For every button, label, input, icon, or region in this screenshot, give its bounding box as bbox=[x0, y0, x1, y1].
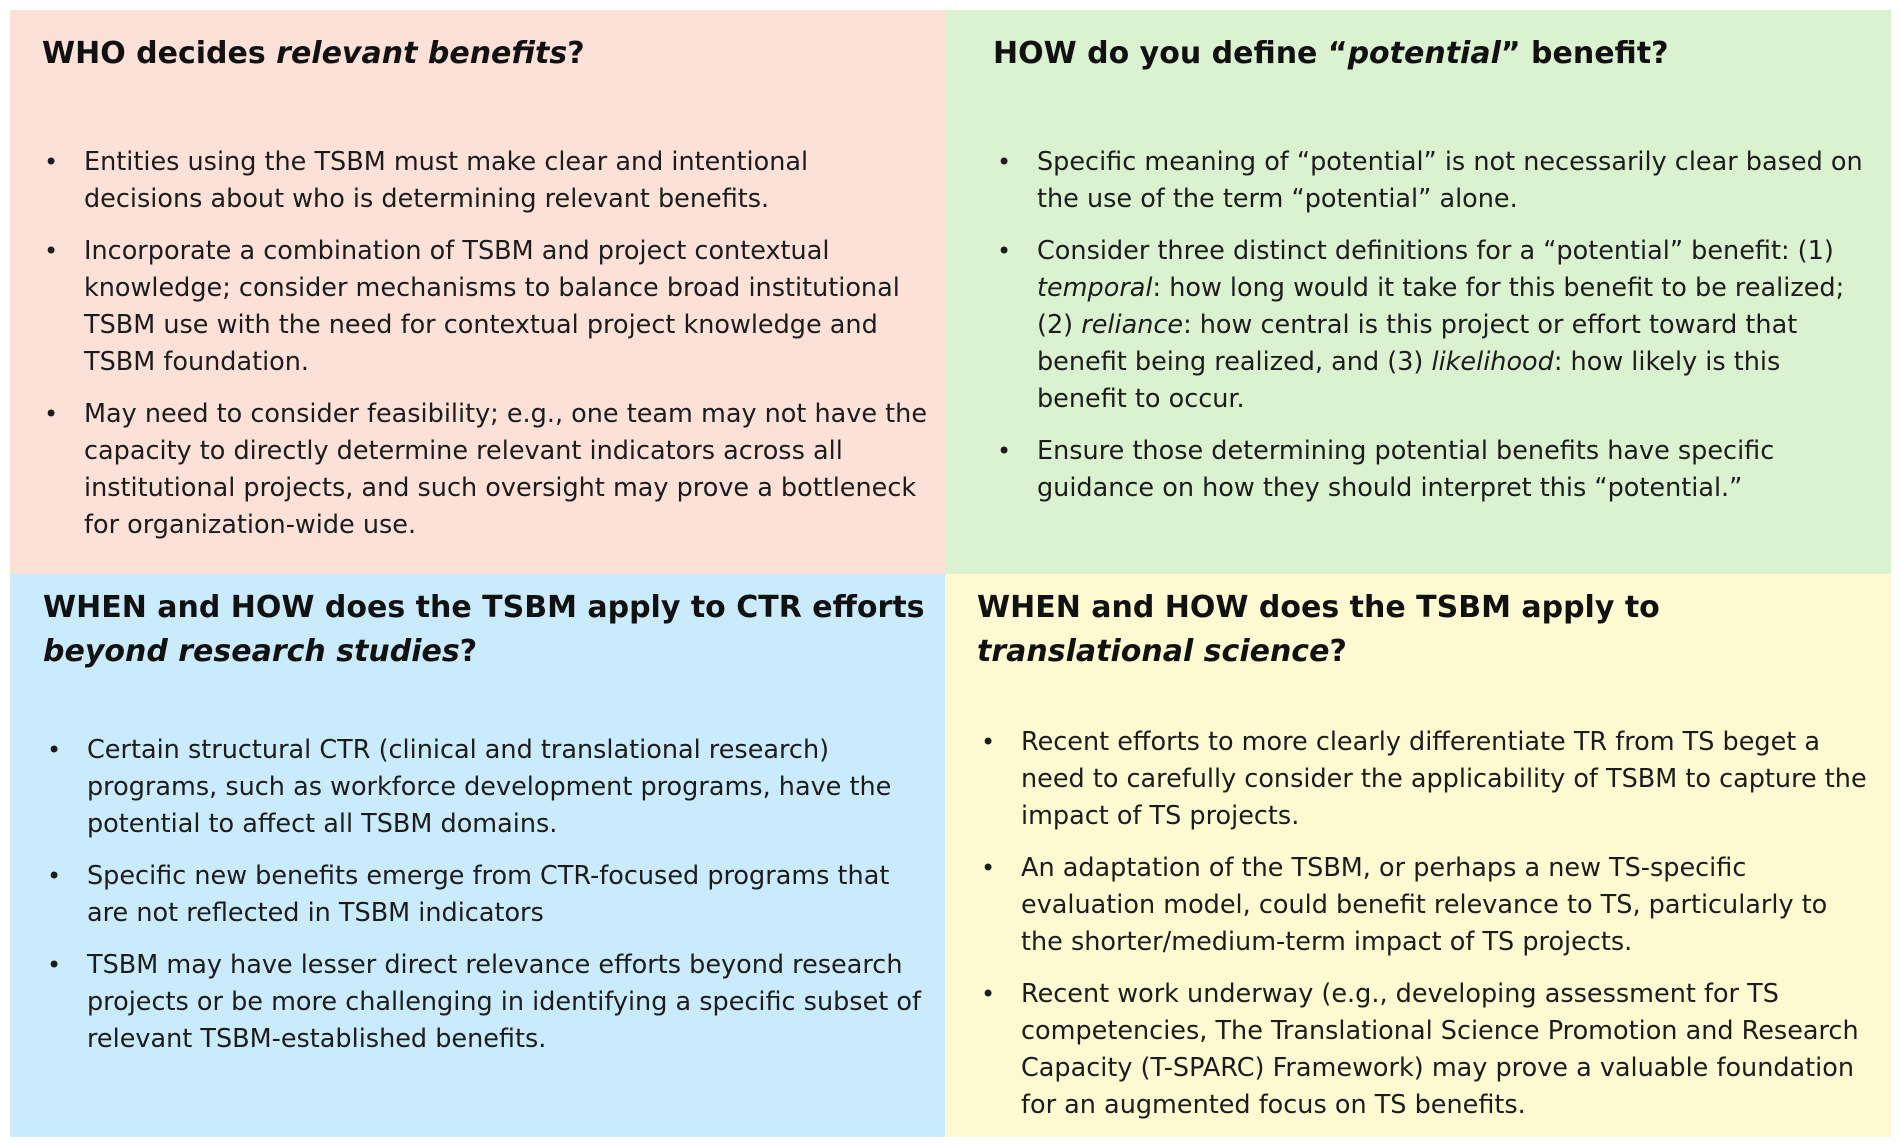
list-item: • May need to consider feasibility; e.g., one team may not have the capacity to directly determine relevant indicators across all institutional projects, and such oversight may prove a bottleneck for organization-wide use. bbox=[40, 396, 930, 544]
quadrant-beyond-research-studies bbox=[10, 574, 945, 1137]
list-item: • Incorporate a combination of TSBM and project contextual knowledge; consider mechanisms to balance broad institutional TSBM use with the need for contextual project knowledge and TSBM foundation. bbox=[40, 233, 930, 381]
bullet-list bbox=[43, 732, 933, 1073]
list-item: • Recent work underway (e.g., developing assessment for TS competencies, The Translational Science Promotion and Research Capacity (T-SPARC) Framework) may prove a valuable foundation for an augmented focus on TS benefits. bbox=[977, 976, 1877, 1124]
list-item: • An adaptation of the TSBM, or perhaps a new TS-specific evaluation model, could benefit relevance to TS, particularly to the shorter/medium-term impact of TS projects. bbox=[977, 850, 1877, 961]
list-item: • TSBM may have lesser direct relevance efforts beyond research projects or be more challenging in identifying a specific subset of relevant TSBM-established benefits. bbox=[43, 947, 933, 1058]
bullet-list bbox=[977, 724, 1877, 1137]
list-item: • Ensure those determining potential benefits have specific guidance on how they should interpret this “potential.” bbox=[993, 433, 1873, 507]
quadrant-title: WHEN and HOW does the TSBM apply to translational science? bbox=[977, 590, 1660, 669]
bullet-list bbox=[40, 144, 930, 559]
quadrant-title: HOW do you define “potential” benefit? bbox=[993, 36, 1669, 71]
list-item: • Certain structural CTR (clinical and translational research) programs, such as workforce development programs, have the potential to affect all TSBM domains. bbox=[43, 732, 933, 843]
quadrant-title: WHO decides relevant benefits? bbox=[42, 36, 585, 71]
quadrant-title: WHEN and HOW does the TSBM apply to CTR efforts beyond research studies? bbox=[43, 590, 925, 669]
quadrant-translational-science bbox=[945, 574, 1891, 1137]
list-item: • Recent efforts to more clearly differentiate TR from TS beget a need to carefully consider the applicability of TSBM to capture the impact of TS projects. bbox=[977, 724, 1877, 835]
quadrant-how-define-potential bbox=[945, 10, 1891, 574]
list-item: • Entities using the TSBM must make clear and intentional decisions about who is determining relevant benefits. bbox=[40, 144, 930, 218]
quadrant-who-decides bbox=[10, 10, 945, 574]
bullet-list bbox=[993, 144, 1873, 522]
list-item: • Specific meaning of “potential” is not necessarily clear based on the use of the term “potential” alone. bbox=[993, 144, 1873, 218]
list-item: • Specific new benefits emerge from CTR-focused programs that are not reflected in TSBM indicators bbox=[43, 858, 933, 932]
list-item: • Consider three distinct definitions for a “potential” benefit: (1) temporal: how long would it take for this benefit to be realized; (2) reliance: how central is this project or effort toward that benefit being realized, and (3) likelihood: how likely is this benefit to occur. bbox=[993, 233, 1873, 418]
